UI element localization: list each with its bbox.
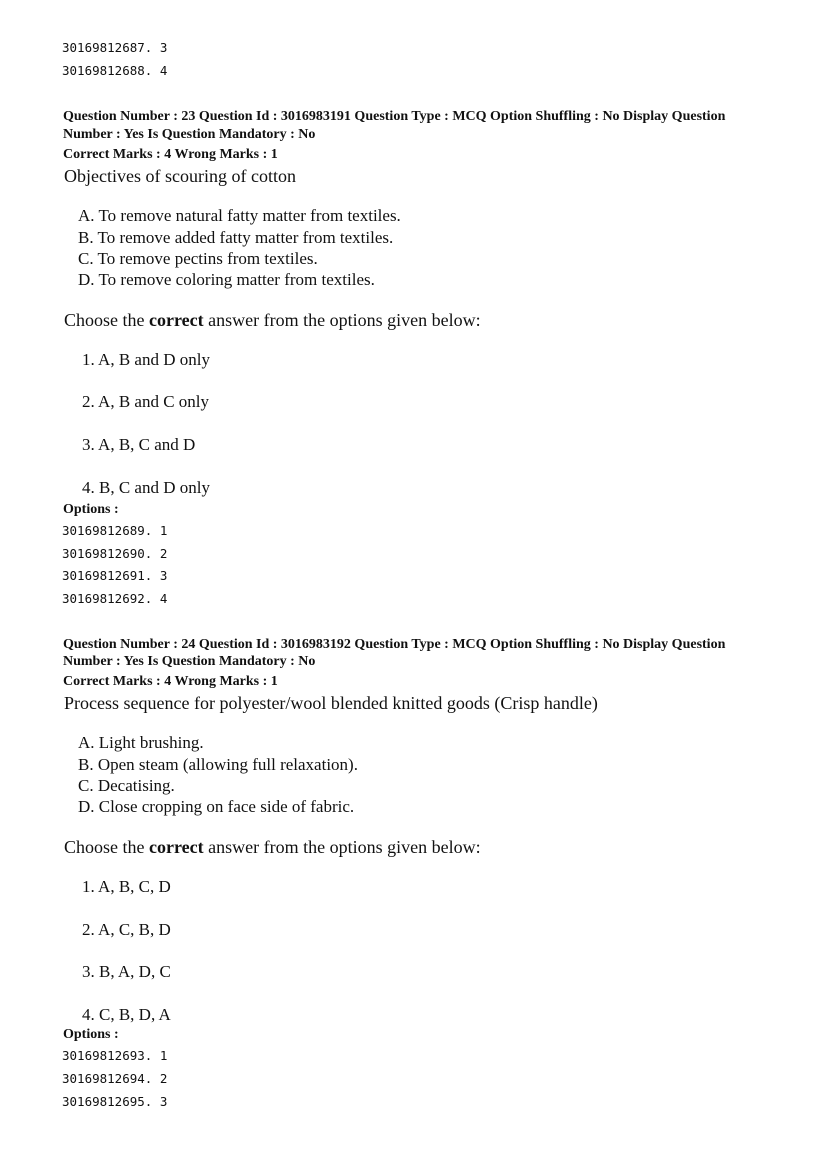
statement-a: A. To remove natural fatty matter from textiles. bbox=[78, 206, 401, 225]
question-marks: Correct Marks : 4 Wrong Marks : 1 bbox=[63, 674, 278, 689]
question-header: Question Number : 24 Question Id : 3016983192 Question Type : MCQ Option Shuffling : No Display Question bbox=[63, 637, 726, 652]
question-header: Question Number : 23 Question Id : 3016983191 Question Type : MCQ Option Shuffling : No Display Question bbox=[63, 109, 726, 124]
statement-d: D. Close cropping on face side of fabric. bbox=[78, 797, 355, 816]
choice-1: 1. A, B, C, D bbox=[82, 877, 171, 896]
prompt-bold: correct bbox=[149, 837, 204, 857]
answer-prompt bbox=[64, 310, 481, 331]
option-code: 30169812693. 1 bbox=[62, 1048, 168, 1063]
statement-b: B. To remove added fatty matter from textiles. bbox=[78, 228, 394, 247]
question-text: Process sequence for polyester/wool blended knitted goods (Crisp handle) bbox=[64, 693, 598, 713]
choice-3: 3. A, B, C and D bbox=[82, 435, 196, 454]
option-code: 30169812688. 4 bbox=[62, 63, 168, 78]
question-text: Objectives of scouring of cotton bbox=[64, 166, 296, 186]
options-label: Options : bbox=[63, 1027, 119, 1042]
question-header-cont: Number : Yes Is Question Mandatory : No bbox=[63, 654, 316, 669]
statement-b: B. Open steam (allowing full relaxation). bbox=[78, 755, 358, 774]
statement-a: A. Light brushing. bbox=[78, 733, 204, 752]
choice-3: 3. B, A, D, C bbox=[82, 962, 171, 981]
prompt-bold: correct bbox=[149, 310, 204, 330]
statement-c: C. Decatising. bbox=[78, 776, 175, 795]
prompt-text: answer from the options given below: bbox=[203, 310, 481, 330]
option-code: 30169812690. 2 bbox=[62, 546, 168, 561]
options-label: Options : bbox=[63, 502, 119, 517]
option-code: 30169812691. 3 bbox=[62, 568, 168, 583]
option-code: 30169812689. 1 bbox=[62, 523, 168, 538]
choice-4: 4. C, B, D, A bbox=[82, 1005, 171, 1024]
choice-2: 2. A, B and C only bbox=[82, 392, 210, 411]
prompt-text: answer from the options given below: bbox=[203, 837, 481, 857]
statement-d: D. To remove coloring matter from textiles. bbox=[78, 270, 375, 289]
option-code: 30169812687. 3 bbox=[62, 40, 168, 55]
statement-c: C. To remove pectins from textiles. bbox=[78, 249, 318, 268]
choice-1: 1. A, B and D only bbox=[82, 350, 210, 369]
option-code: 30169812692. 4 bbox=[62, 591, 168, 606]
answer-prompt bbox=[64, 837, 481, 858]
choice-2: 2. A, C, B, D bbox=[82, 920, 171, 939]
option-code: 30169812695. 3 bbox=[62, 1094, 168, 1109]
prompt-text: Choose the bbox=[64, 837, 149, 857]
prompt-text: Choose the bbox=[64, 310, 149, 330]
question-marks: Correct Marks : 4 Wrong Marks : 1 bbox=[63, 147, 278, 162]
choice-4: 4. B, C and D only bbox=[82, 478, 210, 497]
question-header-cont: Number : Yes Is Question Mandatory : No bbox=[63, 127, 316, 142]
option-code: 30169812694. 2 bbox=[62, 1071, 168, 1086]
